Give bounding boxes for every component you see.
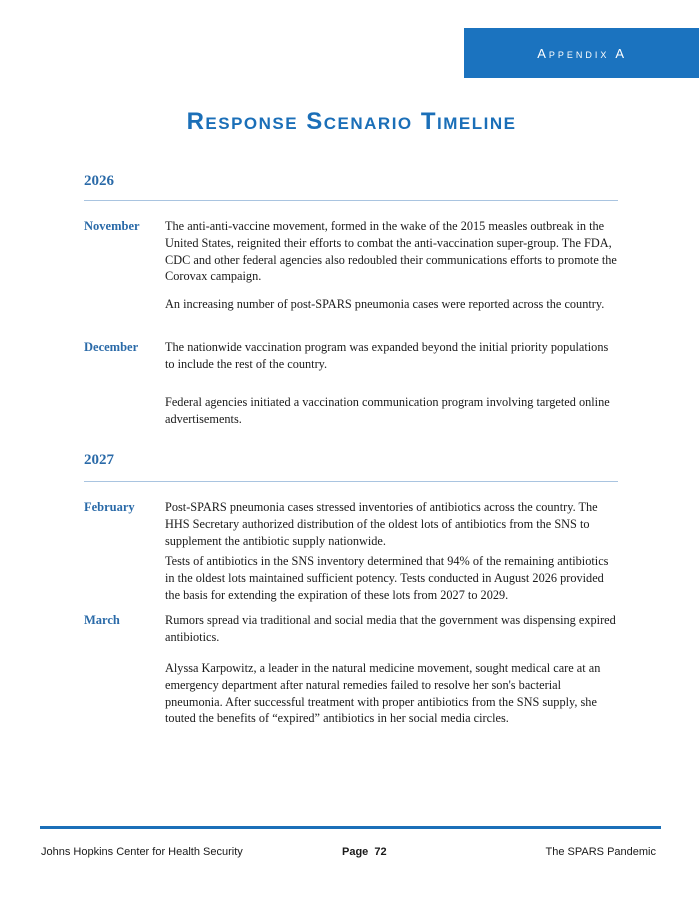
month-label-december: December (84, 340, 139, 354)
timeline-paragraph: Post-SPARS pneumonia cases stressed inventories of antibiotics across the country. The HHS Secretary authorized distribution of the oldest lots of antibiotics from the SNS to supplement the antibiotic supply nationwide. (165, 500, 598, 548)
appendix-tab (464, 28, 699, 78)
timeline-paragraph: Tests of antibiotics in the SNS inventory determined that 94% of the remaining antibiotics in the oldest lots maintained sufficient potency. Tests conducted in August 2026 provided the basis for extending the expiration of these lots from 2027 to 2029. (165, 554, 609, 602)
timeline-paragraph: Rumors spread via traditional and social media that the government was dispensing expired antibiotics. (165, 613, 616, 644)
footer-organization: Johns Hopkins Center for Health Security (41, 846, 243, 858)
appendix-label: Appendix A (537, 45, 627, 61)
month-label-february: February (84, 500, 135, 514)
timeline-paragraph: Federal agencies initiated a vaccination communication program involving targeted online advertisements. (165, 395, 610, 426)
page-title: Response Scenario Timeline (186, 108, 517, 135)
footer-divider (40, 826, 661, 829)
timeline-paragraph: Alyssa Karpowitz, a leader in the natural medicine movement, sought medical care at an emergency department after natural remedies failed to resolve her son's bacterial pneumonia. After successful treatment with proper antibiotics from the SNS supply, she touted the benefits of “expired” antibiotics in her social media circles. (165, 661, 601, 726)
timeline-paragraph: The anti-anti-vaccine movement, formed in the wake of the 2015 measles outbreak in the United States, reignited their efforts to combat the anti-vaccination super-group. The FDA, CDC and other federal agencies also redoubled their communications efforts to promote the Corovax campaign. (165, 219, 617, 284)
page-number: Page 72 (342, 846, 387, 858)
year-heading-2027: 2027 (84, 452, 114, 468)
year-heading-2026: 2026 (84, 173, 114, 189)
section-divider (84, 481, 618, 482)
month-label-november: November (84, 219, 140, 233)
section-divider (84, 200, 618, 201)
footer-document-title: The SPARS Pandemic (545, 846, 656, 858)
timeline-paragraph: An increasing number of post-SPARS pneumonia cases were reported across the country. (165, 297, 605, 311)
month-label-march: March (84, 613, 120, 627)
timeline-paragraph: The nationwide vaccination program was expanded beyond the initial priority populations to include the rest of the country. (165, 340, 609, 371)
